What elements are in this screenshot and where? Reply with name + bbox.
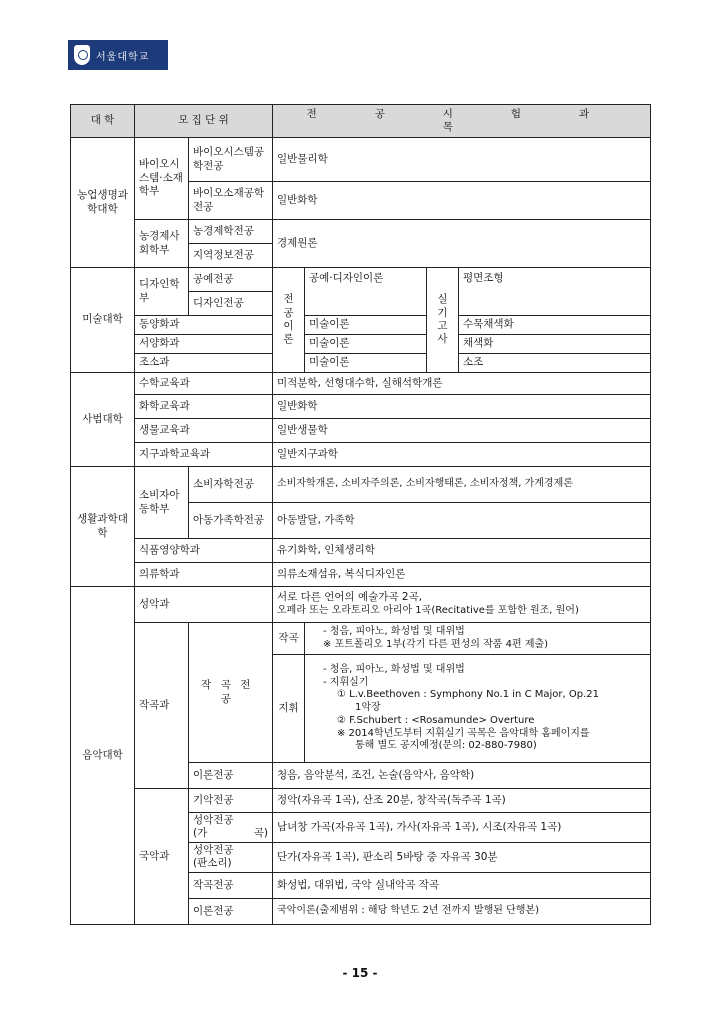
dept-korean-music: 국악과	[135, 789, 189, 925]
subject-conducting: - 청음, 피아노, 화성법 및 대위법 - 지휘실기 ① L.v.Beethoven : Symphony No.1 in C Major, Op.21 1악장 ② F.Schubert : <Rosamunde> Overture ※ 2014학년도부터 지휘실기 곡목은 음악대학 홈페이지를 통해 별도 공지예정(문의: 02-880-7980)	[305, 655, 651, 763]
dept-bio-edu: 생물교육과	[135, 419, 273, 443]
subject-music-theory: 청음, 음악분석, 조건, 논술(음악사, 음악학)	[273, 763, 651, 789]
major-composition: 작곡전공	[189, 623, 273, 763]
logo-text: 서울대학교	[96, 51, 150, 63]
subject-biomaterials: 일반화학	[273, 182, 651, 220]
major-korean-vocal-pansori: 성악전공 (판소리)	[189, 842, 273, 872]
subject-textile: 의류소재섬유, 복식디자인론	[273, 563, 651, 587]
table-row	[71, 563, 651, 587]
major-korean-vocal-gagok: 성악전공 (가 곡)	[189, 813, 273, 843]
major-music-theory: 이론전공	[189, 763, 273, 789]
subject-food: 유기화학, 인체생리학	[273, 539, 651, 563]
subject-korean-vocal-pansori: 단가(자유곡 1곡), 판소리 5바탕 중 자유곡 30분	[273, 842, 651, 872]
header-college: 대 학	[71, 105, 135, 138]
table-row	[71, 268, 651, 292]
page-number: - 15 -	[342, 966, 378, 980]
college-art: 미술대학	[71, 268, 135, 373]
label-major-theory: 전공이론	[273, 268, 305, 373]
dept-western: 서양화과	[135, 335, 273, 354]
major-child: 아동가족학전공	[189, 503, 273, 539]
table-row	[71, 373, 651, 395]
unit-biosystems-group: 바이오시스템·소재학부	[135, 138, 189, 220]
table-row	[71, 419, 651, 443]
major-regional: 지역정보전공	[189, 244, 273, 268]
college-agriculture: 농업생명과학대학	[71, 138, 135, 268]
subject-design-practical: 평면조형	[459, 268, 651, 316]
table-row	[71, 335, 651, 354]
subject-bio-edu: 일반생물학	[273, 419, 651, 443]
sculpture-practical: 소조	[459, 354, 651, 373]
subject-vocal: 서로 다른 언어의 예술가곡 2곡, 오페라 또는 오라토리오 아리아 1곡(Recitative를 포함한 원조, 원어)	[273, 587, 651, 623]
major-biomaterials: 바이오소재공학전공	[189, 182, 273, 220]
dept-chem-edu: 화학교육과	[135, 395, 273, 419]
oriental-practical: 수묵채색화	[459, 316, 651, 335]
dept-food: 식품영양학과	[135, 539, 273, 563]
college-music: 음악대학	[71, 587, 135, 925]
dept-vocal: 성악과	[135, 587, 273, 623]
sculpture-theory: 미술이론	[305, 354, 427, 373]
subject-composition: - 청음, 피아노, 화성법 및 대위법 ※ 포트폴리오 1부(각기 다른 편성의 작품 4편 제출)	[305, 623, 651, 655]
table-row	[71, 443, 651, 467]
subject-instrumental: 정악(자유곡 1곡), 산조 20분, 창작곡(독주곡 1곡)	[273, 789, 651, 813]
table-row	[71, 467, 651, 503]
table-row	[71, 789, 651, 813]
major-korean-composition: 작곡전공	[189, 872, 273, 898]
major-design: 디자인전공	[189, 292, 273, 316]
table-row	[71, 354, 651, 373]
western-theory: 미술이론	[305, 335, 427, 354]
major-consumer: 소비자학전공	[189, 467, 273, 503]
dept-sculpture: 조소과	[135, 354, 273, 373]
table-row	[71, 623, 651, 655]
major-craft: 공예전공	[189, 268, 273, 292]
subject-biosystems: 일반물리학	[273, 138, 651, 182]
subject-korean-theory: 국악이론(출제범위 : 해당 학년도 2년 전까지 발행된 단행본)	[273, 898, 651, 924]
table-row	[71, 220, 651, 244]
major-biosystems: 바이오시스템공학전공	[189, 138, 273, 182]
unit-agecon-group: 농경제사회학부	[135, 220, 189, 268]
subject-consumer: 소비자학개론, 소비자주의론, 소비자행태론, 소비자정책, 가계경제론	[273, 467, 651, 503]
unit-consumer-group: 소비자아동학부	[135, 467, 189, 539]
dept-composition: 작곡과	[135, 623, 189, 789]
header-unit: 모 집 단 위	[135, 105, 273, 138]
oriental-theory: 미술이론	[305, 316, 427, 335]
label-practical-exam: 실기고사	[427, 268, 459, 373]
subject-korean-composition: 화성법, 대위법, 국악 실내악곡 작곡	[273, 872, 651, 898]
subject-korean-vocal-gagok: 남녀창 가곡(자유곡 1곡), 가사(자유곡 1곡), 시조(자유곡 1곡)	[273, 813, 651, 843]
subject-earth-edu: 일반지구과학	[273, 443, 651, 467]
table-row	[71, 395, 651, 419]
subject-child: 아동발달, 가족학	[273, 503, 651, 539]
subject-chem-edu: 일반화학	[273, 395, 651, 419]
subject-math-edu: 미적분학, 선형대수학, 실해석학개론	[273, 373, 651, 395]
header-subjects: 전 공 시 험 과 목	[273, 105, 651, 138]
dept-textile: 의류학과	[135, 563, 273, 587]
label-conducting: 지휘	[273, 655, 305, 763]
college-human-ecology: 생활과학대학	[71, 467, 135, 587]
major-korean-theory: 이론전공	[189, 898, 273, 924]
unit-design-group: 디자인학부	[135, 268, 189, 316]
subject-agecon: 경제원론	[273, 220, 651, 268]
table-row	[71, 587, 651, 623]
dept-oriental: 동양화과	[135, 316, 273, 335]
table-row	[71, 539, 651, 563]
western-practical: 채색화	[459, 335, 651, 354]
header-row	[71, 105, 651, 138]
major-agecon: 농경제학전공	[189, 220, 273, 244]
table-row	[71, 316, 651, 335]
university-logo	[68, 40, 168, 70]
dept-math-edu: 수학교육과	[135, 373, 273, 395]
subject-design-theory: 공예·디자인이론	[305, 268, 427, 316]
dept-earth-edu: 지구과학교육과	[135, 443, 273, 467]
emblem-icon	[74, 45, 90, 65]
table-row	[71, 138, 651, 182]
exam-subjects-table	[70, 104, 651, 925]
label-composition: 작곡	[273, 623, 305, 655]
college-education: 사범대학	[71, 373, 135, 467]
major-instrumental: 기악전공	[189, 789, 273, 813]
